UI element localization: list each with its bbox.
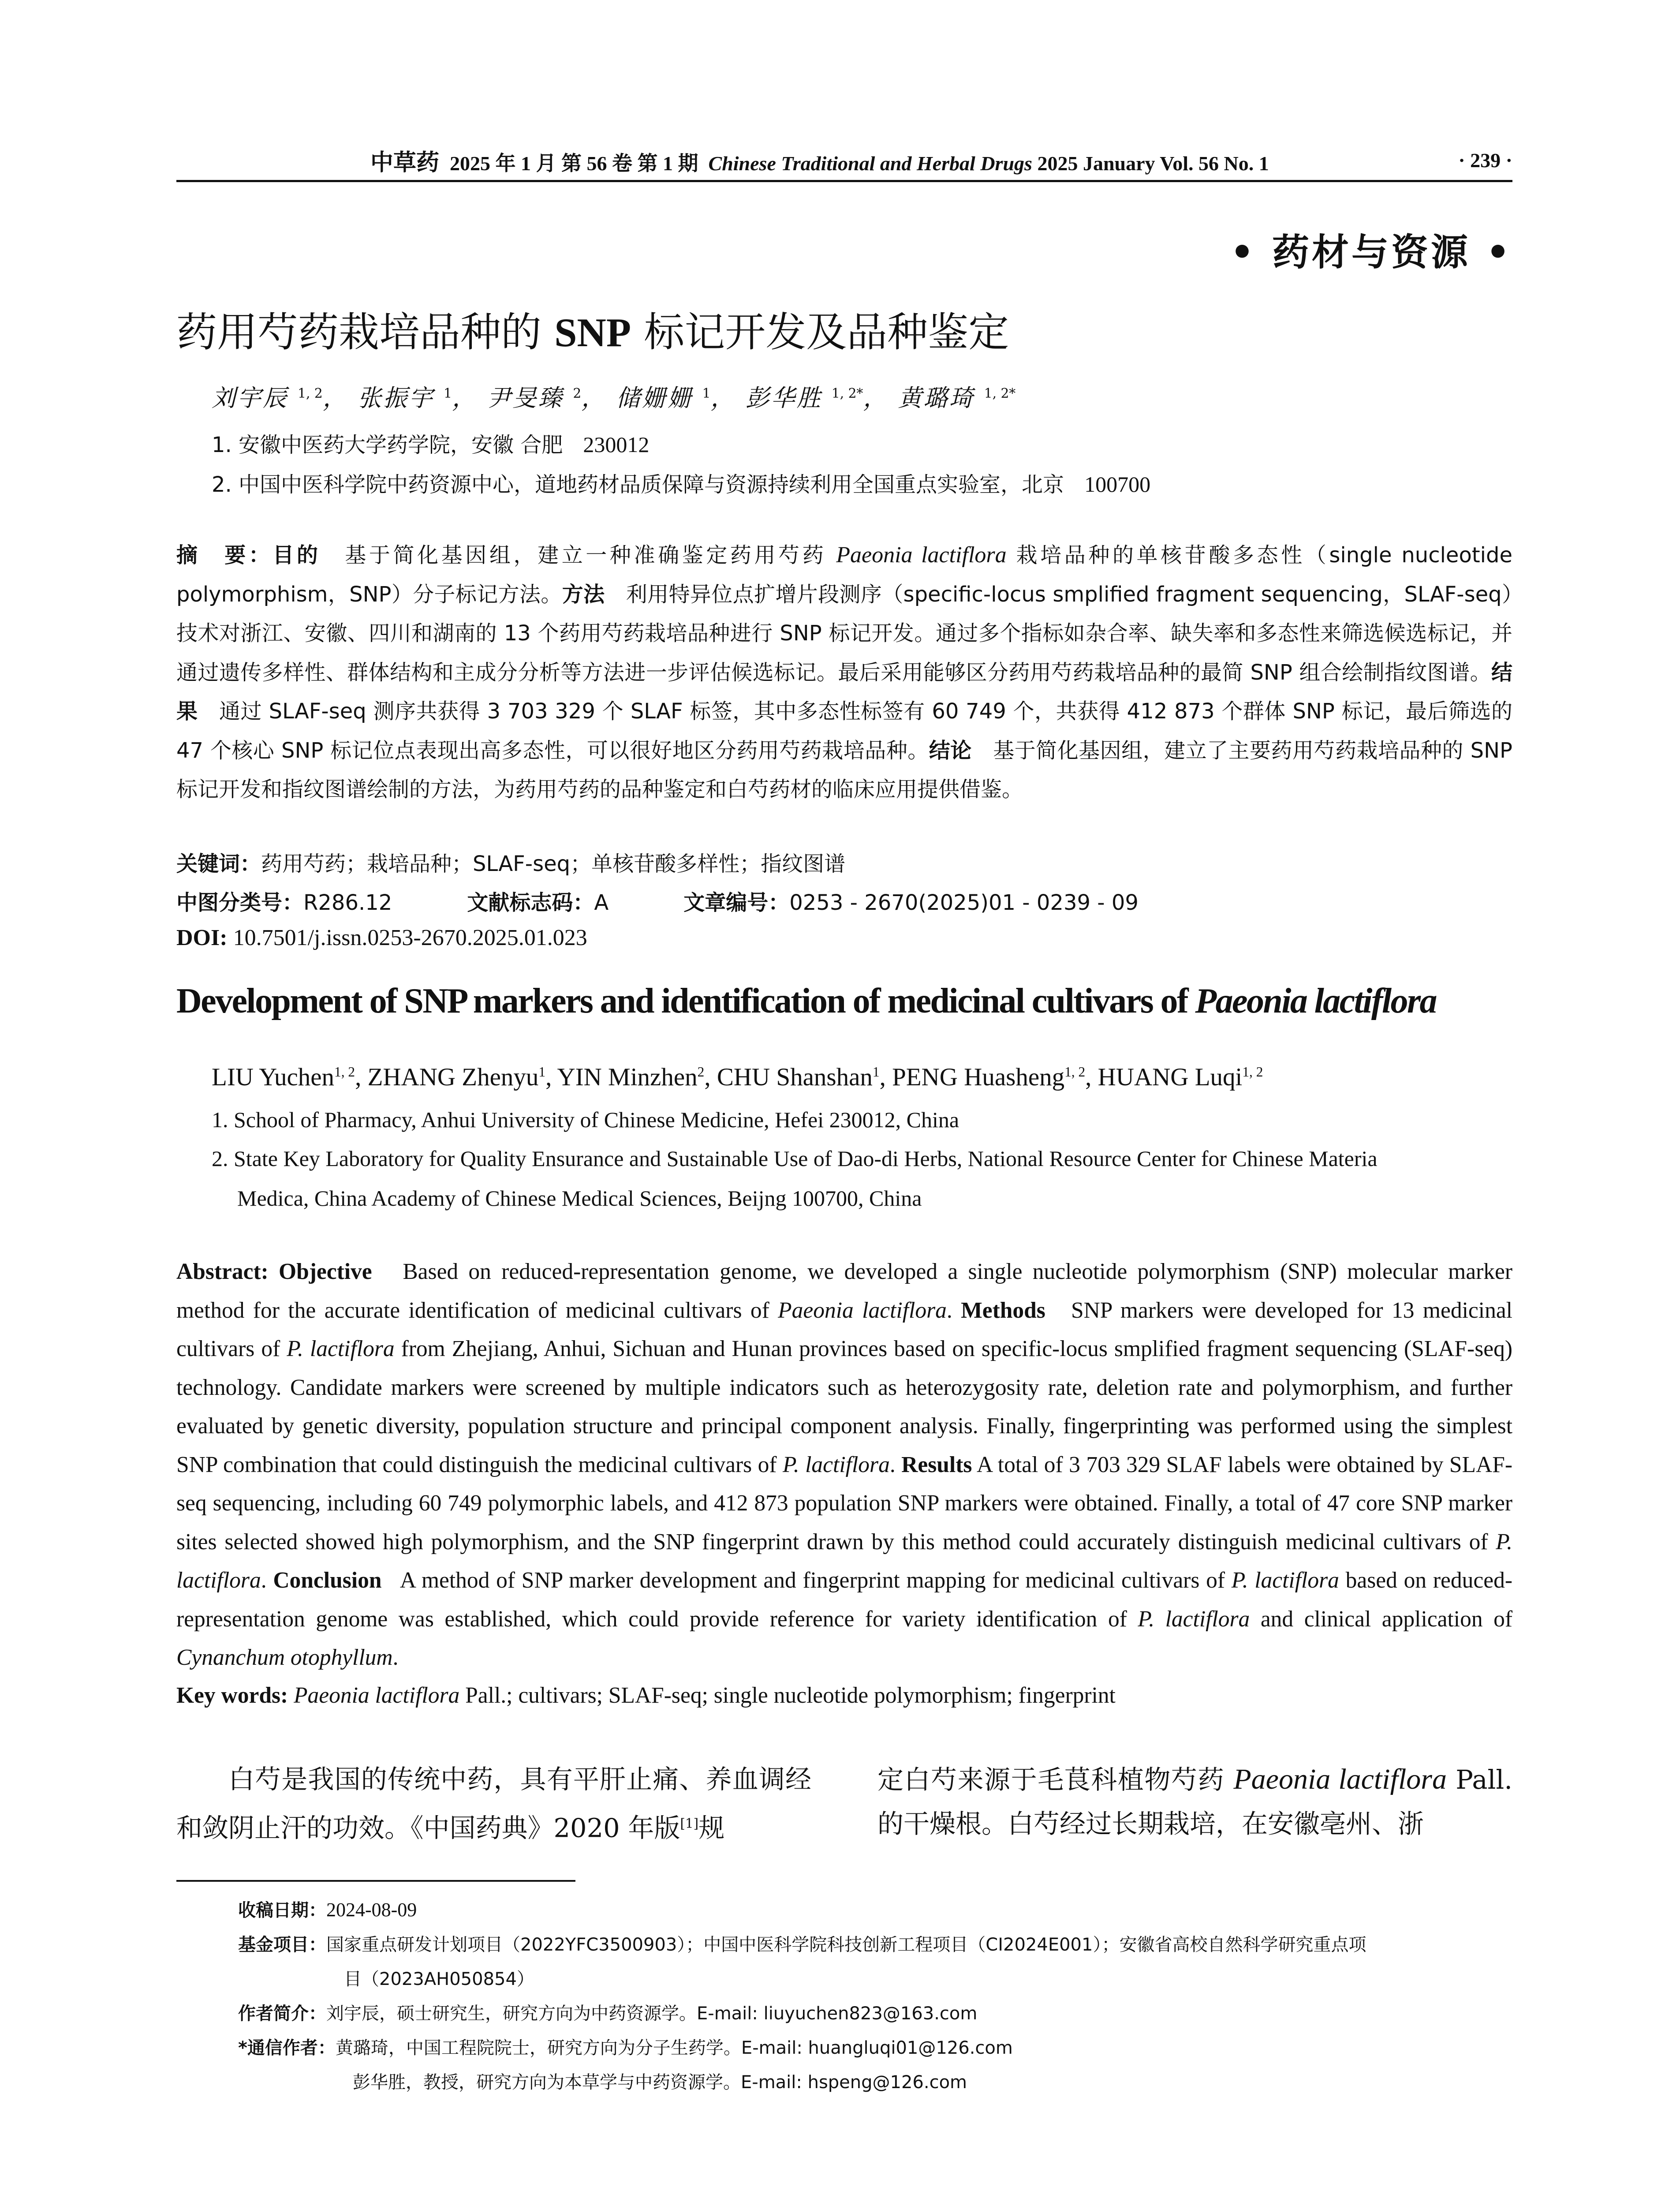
footnote-corresponding-2: 彭华胜，教授，研究方向为本草学与中药资源学。E-mail: hspeng@126.com [353,2072,967,2093]
title-cn-part: 药用芍药栽培品种的 [176,309,555,356]
author-list-cn [212,379,1015,413]
author-cn: 黄璐琦 $^{1, 2*}$ [898,384,1016,412]
author-en: PENG Huasheng$^{1, 2}$, [892,1063,1098,1091]
title-cn-snp: SNP [554,310,631,355]
page-number: · 239 · [1458,149,1512,172]
author-en: LIU Yuchen$^{1, 2}$, [212,1063,368,1091]
author-en: YIN Minzhen$^2$, [557,1063,717,1091]
footnote-author-bio: 作者简介：刘宇辰，硕士研究生，研究方向为中药资源学。E-mail: liuyuchen823@163.com [238,2003,978,2024]
methods-label-en: Methods [961,1297,1045,1323]
affiliation-cn: 2. 中国中医科学院中药资源中心，道地药材品质保障与资源持续利用全国重点实验室，北京 100700 [212,472,1151,497]
footnote-funding-continued: 目（2023AH050854） [344,1969,534,1989]
abstract-cn-label: 摘 要： [176,543,273,568]
title-cn-part: 标记开发及品种鉴定 [631,309,1009,356]
objective-label: 目的 [273,543,321,568]
abstract-cn: 摘 要：目的 基于简化基因组，建立一种准确鉴定药用芍药 Paeonia lactiflora 栽培品种的单核苷酸多态性（single nucleotide polymorphism，SNP）分子标记方法。方法 利用特异位点扩增片段测序（specific-locus smplified fragment sequencing，SLAF-seq）技术对浙江、安徽、四川和湖南的 13 个药用芍药栽培品种进行 SNP 标记开发。通过多个指标如杂合率、缺失率和多态性来筛选候选标记，并通过遗传多样性、群体结构和主成分分析等方法进一步评估候选标记。最后采用能够区分药用芍药栽培品种的最简 SNP 组合绘制指纹图谱。结果 通过 SLAF-seq 测序共获得 3 703 329 个 SLAF 标签，其中多态性标签有 60 749 个，共获得 412 873 个群体 SNP 标记，最后筛选的 47 个核心 SNP 标记位点表现出高多态性，可以很好地区分药用芍药栽培品种。结论 基于简化基因组，建立了主要药用芍药栽培品种的 SNP 标记开发和指纹图谱绘制的方法，为药用芍药的品种鉴定和白芍药材的临床应用提供借鉴。 [176,542,1512,802]
affiliation-cn: 1. 安徽中医药大学药学院，安徽 合肥 230012 [212,432,650,457]
methods-label: 方法 [562,582,605,607]
section-tag: • 药材与资源 • [1230,231,1512,274]
author-cn: 尹旻臻 $^2$， [487,384,607,412]
conclusion-label: 结论 [929,738,972,763]
abstract-en: Abstract: Objective Based on reduced-representation genome, we developed a single nucleotide polymorphism (SNP) molecular marker method for the accurate identification of medicinal cultivars of Paeonia lactiflora. Methods SNP markers were developed for 13 medicinal cultivars of P. lactiflora from Zhejiang, Anhui, Sichuan and Hunan provinces based on specific-locus smplified fragment sequencing (SLAF-seq) technology. Candidate markers were screened by multiple indicators such as heterozygosity rate, deletion rate and polymorphism, and further evaluated by genetic diversity, population structure and principal component analysis. Finally, fingerprinting was performed using the simplest SNP combination that could distinguish the medicinal cultivars of P. lactiflora. Results A total of 3 703 329 SLAF labels were obtained by SLAF-seq sequencing, including 60 749 polymorphic labels, and 412 873 population SNP markers were obtained. Finally, a total of 47 core SNP marker sites selected showed high polymorphism, and the SNP fingerprint drawn by this method could accurately distinguish medicinal cultivars of P. lactiflora. Conclusion A method of SNP marker development and fingerprint mapping for medicinal cultivars of P. lactiflora based on reduced-representation genome was established, which could provide reference for variety identification of P. lactiflora and clinical application of Cynanchum otophyllum. [176,1259,1518,1670]
conclusion-label-en: Conclusion [273,1568,382,1593]
author-en: ZHANG Zhenyu$^1$, [367,1063,557,1091]
affiliation-en: 1. School of Pharmacy, Anhui University of Chinese Medicine, Hefei 230012, China [212,1107,959,1132]
article-title-en: Development of SNP markers and identification of medicinal cultivars of Paeonia lactiflora [176,982,1436,1020]
footnote-received: 收稿日期：2024-08-09 [238,1899,417,1921]
journal-logo-text: 中草药 [370,149,440,176]
author-cn: 彭华胜 $^{1, 2*}$， [745,384,889,412]
author-en: CHU Shanshan$^1$, [717,1063,892,1091]
footnote-funding: 基金项目：国家重点研发计划项目（2022YFC3500903）；中国中医科学院科技创新工程项目（CI2024E001）；安徽省高校自然科学研究重点项 [238,1935,1366,1955]
footnote-corresponding: *通信作者：黄璐琦，中国工程院院士，研究方向为分子生药学。E-mail: huangluqi01@126.com [238,2038,1013,2058]
author-list-en [212,1063,1263,1091]
body-text-left-column: 白芍是我国的传统中药，具有平肝止痛、养血调经和敛阴止汗的功效。《中国药典》2020 年版[1]规 [176,1764,811,1843]
results-label: 结果 [176,660,1512,724]
journal-issue-cn: 2025 年 1 月 第 56 卷 第 1 期 [450,152,698,175]
author-cn: 储姗姗 $^1$， [616,384,736,412]
abstract-en-label: Abstract: [176,1259,269,1284]
results-label-en: Results [901,1452,972,1477]
author-cn: 张振宇 $^1$， [358,384,478,412]
objective-label-en: Objective [279,1259,372,1284]
journal-citation [176,144,1269,177]
doi-line: DOI: 10.7501/j.issn.0253-2670.2025.01.023 [176,925,587,950]
doi-value[interactable]: 10.7501/j.issn.0253-2670.2025.01.023 [233,925,587,950]
body-text-right-column: 定白芍来源于毛茛科植物芍药 Paeonia lactiflora Pall.的干燥根。白芍经过长期栽培，在安徽亳州、浙 [877,1763,1512,1839]
classification-line: 中图分类号：R286.12 文献标志码：A 文章编号：0253 - 2670(2025)01 - 0239 - 09 [176,890,1139,915]
footnote-divider [176,1880,575,1882]
journal-issue-en: 2025 January Vol. 56 No. 1 [1037,152,1269,175]
affiliation-en: 2. State Key Laboratory for Quality Ensurance and Sustainable Use of Dao-di Herbs, National Resource Center for Chinese Materia [212,1146,1378,1171]
citation-ref[interactable]: [1] [680,1816,699,1831]
keywords-en: Key words: Paeonia lactiflora Pall.; cultivars; SLAF-seq; single nucleotide polymorphism; fingerprint [176,1683,1116,1708]
running-header [176,140,1512,182]
article-title-cn [176,300,1009,358]
journal-name-en: Chinese Traditional and Herbal Drugs [708,152,1032,175]
keywords-cn: 关键词：药用芍药；栽培品种；SLAF-seq；单核苷酸多样性；指纹图谱 [176,852,846,876]
author-en: HUANG Luqi$^{1, 2}$ [1098,1063,1263,1091]
author-cn: 刘宇辰 $^{1, 2}$， [212,384,348,412]
affiliation-en-continued: Medica, China Academy of Chinese Medical Sciences, Beijng 100700, China [237,1186,922,1211]
